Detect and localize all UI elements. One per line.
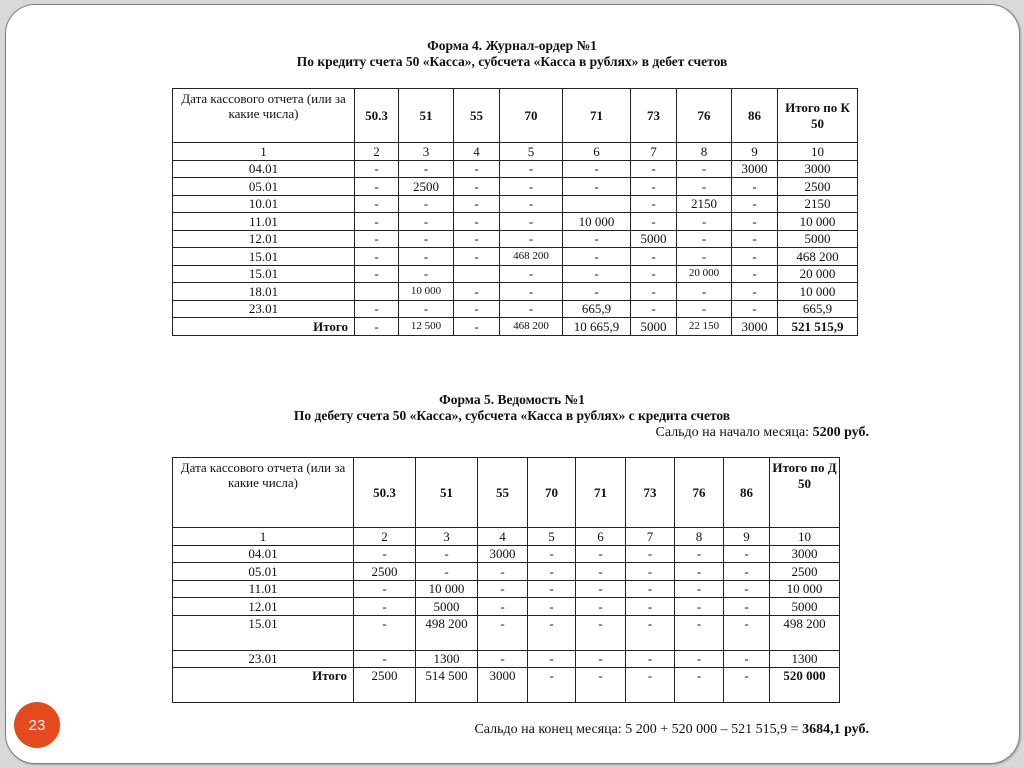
value-cell: - bbox=[454, 300, 500, 318]
value-cell: - bbox=[354, 545, 416, 563]
form5-header-account: 76 bbox=[675, 458, 724, 528]
value-cell: 468 200 bbox=[778, 248, 858, 266]
value-cell: - bbox=[675, 650, 724, 668]
value-cell: - bbox=[732, 195, 778, 213]
value-cell: - bbox=[500, 230, 563, 248]
column-number-cell: 2 bbox=[354, 528, 416, 546]
form4-header-total: Итого по К 50 bbox=[778, 89, 858, 143]
value-cell: - bbox=[576, 580, 626, 598]
total-label: Итого bbox=[173, 318, 355, 336]
date-cell: 04.01 bbox=[173, 545, 354, 563]
column-number-cell: 9 bbox=[724, 528, 770, 546]
value-cell: - bbox=[500, 300, 563, 318]
opening-balance-value: 5200 руб. bbox=[812, 425, 869, 440]
closing-balance-label: Сальдо на конец месяца: 5 200 + 520 000 – 521 515,9 = bbox=[474, 722, 799, 737]
column-number-cell: 8 bbox=[677, 143, 732, 161]
form4-table bbox=[172, 88, 858, 336]
value-cell: - bbox=[563, 265, 631, 283]
form4-header-account: 76 bbox=[677, 89, 732, 143]
value-cell: - bbox=[478, 598, 528, 616]
value-cell: 5000 bbox=[416, 598, 478, 616]
total-value-cell: - bbox=[576, 668, 626, 703]
form5-header-account: 70 bbox=[528, 458, 576, 528]
form4-total-row bbox=[173, 318, 858, 336]
total-value-cell: - bbox=[355, 318, 399, 336]
value-cell: - bbox=[631, 283, 677, 301]
value-cell: - bbox=[724, 545, 770, 563]
form5-header-date: Дата кассового отчета (или за какие числа) bbox=[173, 458, 354, 528]
date-cell: 05.01 bbox=[173, 563, 354, 581]
form5-column-numbers-row bbox=[173, 528, 840, 546]
value-cell: 2500 bbox=[399, 178, 454, 196]
value-cell: - bbox=[677, 283, 732, 301]
form4-header-account: 86 bbox=[732, 89, 778, 143]
value-cell: - bbox=[677, 248, 732, 266]
value-cell: - bbox=[563, 178, 631, 196]
slide-number-badge: 23 bbox=[14, 702, 60, 748]
value-cell: - bbox=[528, 615, 576, 650]
form4-column-numbers-row bbox=[173, 143, 858, 161]
value-cell: 665,9 bbox=[563, 300, 631, 318]
value-cell: - bbox=[563, 160, 631, 178]
value-cell: - bbox=[724, 650, 770, 668]
form4-header-account: 73 bbox=[631, 89, 677, 143]
date-cell: 12.01 bbox=[173, 230, 355, 248]
value-cell: 3000 bbox=[478, 545, 528, 563]
column-number-cell: 7 bbox=[631, 143, 677, 161]
value-cell: 10 000 bbox=[778, 283, 858, 301]
table-row bbox=[173, 580, 840, 598]
value-cell: - bbox=[354, 615, 416, 650]
date-cell: 15.01 bbox=[173, 265, 355, 283]
value-cell: 1300 bbox=[416, 650, 478, 668]
table-row bbox=[173, 265, 858, 283]
value-cell: - bbox=[454, 283, 500, 301]
value-cell: 1300 bbox=[770, 650, 840, 668]
total-value-cell: 22 150 bbox=[677, 318, 732, 336]
form4-header-account: 71 bbox=[563, 89, 631, 143]
value-cell: - bbox=[500, 160, 563, 178]
value-cell: 10 000 bbox=[563, 213, 631, 231]
table-row bbox=[173, 563, 840, 581]
table-row bbox=[173, 248, 858, 266]
value-cell: - bbox=[528, 563, 576, 581]
value-cell: - bbox=[454, 230, 500, 248]
value-cell: - bbox=[631, 195, 677, 213]
value-cell: - bbox=[500, 213, 563, 231]
value-cell: - bbox=[563, 248, 631, 266]
form5-table bbox=[172, 457, 840, 703]
value-cell: - bbox=[626, 598, 675, 616]
value-cell: - bbox=[528, 545, 576, 563]
value-cell: 665,9 bbox=[778, 300, 858, 318]
value-cell: - bbox=[724, 615, 770, 650]
column-number-cell: 1 bbox=[173, 528, 354, 546]
value-cell: - bbox=[454, 178, 500, 196]
value-cell: 468 200 bbox=[500, 248, 563, 266]
value-cell: - bbox=[399, 160, 454, 178]
table-row bbox=[173, 213, 858, 231]
column-number-cell: 8 bbox=[675, 528, 724, 546]
form5-title-line2: По дебету счета 50 «Касса», субсчета «Касса в рублях» с кредита счетов bbox=[293, 408, 731, 423]
value-cell: - bbox=[732, 283, 778, 301]
value-cell: 2150 bbox=[677, 195, 732, 213]
date-cell: 23.01 bbox=[173, 300, 355, 318]
value-cell: 2500 bbox=[778, 178, 858, 196]
value-cell: - bbox=[454, 160, 500, 178]
date-cell: 12.01 bbox=[173, 598, 354, 616]
total-value-cell: 520 000 bbox=[770, 668, 840, 703]
value-cell: - bbox=[675, 563, 724, 581]
value-cell: - bbox=[528, 650, 576, 668]
column-number-cell: 2 bbox=[355, 143, 399, 161]
value-cell: - bbox=[576, 615, 626, 650]
total-value-cell: - bbox=[454, 318, 500, 336]
form5-header-account: 51 bbox=[416, 458, 478, 528]
date-cell: 11.01 bbox=[173, 580, 354, 598]
value-cell: - bbox=[416, 545, 478, 563]
form4-header-row bbox=[173, 89, 858, 143]
value-cell: - bbox=[416, 563, 478, 581]
value-cell: 2500 bbox=[354, 563, 416, 581]
value-cell: 3000 bbox=[732, 160, 778, 178]
form4-header-account: 50.3 bbox=[355, 89, 399, 143]
value-cell: - bbox=[631, 160, 677, 178]
value-cell: - bbox=[355, 230, 399, 248]
value-cell: - bbox=[631, 248, 677, 266]
value-cell: - bbox=[528, 598, 576, 616]
value-cell: 10 000 bbox=[399, 283, 454, 301]
date-cell: 11.01 bbox=[173, 213, 355, 231]
opening-balance bbox=[656, 425, 869, 441]
value-cell: - bbox=[677, 160, 732, 178]
value-cell: - bbox=[626, 615, 675, 650]
value-cell: - bbox=[677, 300, 732, 318]
form5-header-account: 71 bbox=[576, 458, 626, 528]
date-cell: 18.01 bbox=[173, 283, 355, 301]
value-cell: 498 200 bbox=[416, 615, 478, 650]
value-cell: 5000 bbox=[631, 230, 677, 248]
column-number-cell: 5 bbox=[500, 143, 563, 161]
value-cell: - bbox=[355, 178, 399, 196]
value-cell: 20 000 bbox=[677, 265, 732, 283]
column-number-cell: 10 bbox=[778, 143, 858, 161]
value-cell: - bbox=[631, 300, 677, 318]
value-cell: 2150 bbox=[778, 195, 858, 213]
total-value-cell: 514 500 bbox=[416, 668, 478, 703]
value-cell: - bbox=[399, 248, 454, 266]
table-row bbox=[173, 283, 858, 301]
form5-title bbox=[0, 392, 1024, 424]
form5-header-total: Итого по Д 50 bbox=[770, 458, 840, 528]
value-cell: - bbox=[675, 545, 724, 563]
total-value-cell: 2500 bbox=[354, 668, 416, 703]
value-cell: - bbox=[528, 580, 576, 598]
total-value-cell: - bbox=[626, 668, 675, 703]
total-label: Итого bbox=[173, 668, 354, 703]
date-cell: 15.01 bbox=[173, 615, 354, 650]
value-cell: - bbox=[732, 230, 778, 248]
total-value-cell: 521 515,9 bbox=[778, 318, 858, 336]
form4-title-line2: По кредиту счета 50 «Касса», субсчета «Касса в рублях» в дебет счетов bbox=[296, 54, 728, 69]
value-cell: 5000 bbox=[770, 598, 840, 616]
value-cell: - bbox=[677, 230, 732, 248]
date-cell: 05.01 bbox=[173, 178, 355, 196]
value-cell: 10 000 bbox=[778, 213, 858, 231]
value-cell: - bbox=[626, 563, 675, 581]
date-cell: 04.01 bbox=[173, 160, 355, 178]
total-value-cell: - bbox=[675, 668, 724, 703]
total-value-cell: 12 500 bbox=[399, 318, 454, 336]
value-cell: - bbox=[675, 615, 724, 650]
column-number-cell: 3 bbox=[416, 528, 478, 546]
value-cell: - bbox=[675, 598, 724, 616]
value-cell: - bbox=[354, 580, 416, 598]
value-cell bbox=[355, 283, 399, 301]
table-row bbox=[173, 545, 840, 563]
form5-header-account: 50.3 bbox=[354, 458, 416, 528]
form4-header-account: 55 bbox=[454, 89, 500, 143]
total-value-cell: 10 665,9 bbox=[563, 318, 631, 336]
value-cell: - bbox=[500, 195, 563, 213]
total-value-cell: 3000 bbox=[478, 668, 528, 703]
closing-balance bbox=[474, 722, 869, 738]
opening-balance-label: Сальдо на начало месяца: bbox=[655, 425, 810, 440]
value-cell: - bbox=[732, 248, 778, 266]
value-cell: - bbox=[454, 213, 500, 231]
form5-header-account: 86 bbox=[724, 458, 770, 528]
value-cell: 498 200 bbox=[770, 615, 840, 650]
column-number-cell: 4 bbox=[478, 528, 528, 546]
form4-header-account: 70 bbox=[500, 89, 563, 143]
value-cell: - bbox=[500, 283, 563, 301]
value-cell: - bbox=[576, 545, 626, 563]
column-number-cell: 9 bbox=[732, 143, 778, 161]
value-cell: - bbox=[355, 300, 399, 318]
value-cell: 10 000 bbox=[416, 580, 478, 598]
value-cell: 20 000 bbox=[778, 265, 858, 283]
value-cell: - bbox=[576, 563, 626, 581]
table-row bbox=[173, 230, 858, 248]
value-cell: - bbox=[724, 563, 770, 581]
total-value-cell: 468 200 bbox=[500, 318, 563, 336]
value-cell: - bbox=[675, 580, 724, 598]
value-cell: - bbox=[355, 248, 399, 266]
form4-title bbox=[0, 38, 1024, 70]
value-cell: 10 000 bbox=[770, 580, 840, 598]
value-cell: - bbox=[631, 213, 677, 231]
value-cell: - bbox=[677, 213, 732, 231]
value-cell: - bbox=[399, 300, 454, 318]
total-value-cell: 3000 bbox=[732, 318, 778, 336]
column-number-cell: 3 bbox=[399, 143, 454, 161]
table-row bbox=[173, 598, 840, 616]
form5-total-row bbox=[173, 668, 840, 703]
value-cell: - bbox=[626, 650, 675, 668]
value-cell: - bbox=[724, 598, 770, 616]
value-cell: - bbox=[354, 650, 416, 668]
form5-title-line1: Форма 5. Ведомость №1 bbox=[439, 392, 585, 407]
table-row bbox=[173, 650, 840, 668]
value-cell: - bbox=[355, 195, 399, 213]
value-cell: - bbox=[478, 580, 528, 598]
value-cell: - bbox=[354, 598, 416, 616]
value-cell: - bbox=[355, 160, 399, 178]
column-number-cell: 5 bbox=[528, 528, 576, 546]
value-cell: - bbox=[478, 563, 528, 581]
value-cell: - bbox=[399, 230, 454, 248]
value-cell: - bbox=[631, 265, 677, 283]
value-cell: - bbox=[399, 213, 454, 231]
column-number-cell: 1 bbox=[173, 143, 355, 161]
date-cell: 15.01 bbox=[173, 248, 355, 266]
value-cell: - bbox=[732, 178, 778, 196]
form5-header-row bbox=[173, 458, 840, 528]
value-cell: - bbox=[500, 265, 563, 283]
value-cell: - bbox=[478, 650, 528, 668]
value-cell: 3000 bbox=[770, 545, 840, 563]
value-cell: 2500 bbox=[770, 563, 840, 581]
value-cell: - bbox=[631, 178, 677, 196]
value-cell: - bbox=[355, 213, 399, 231]
column-number-cell: 6 bbox=[576, 528, 626, 546]
closing-balance-value: 3684,1 руб. bbox=[802, 722, 869, 737]
form5-header-account: 73 bbox=[626, 458, 675, 528]
form4-title-line1: Форма 4. Журнал-ордер №1 bbox=[427, 38, 597, 53]
column-number-cell: 4 bbox=[454, 143, 500, 161]
date-cell: 10.01 bbox=[173, 195, 355, 213]
value-cell: - bbox=[677, 178, 732, 196]
table-row bbox=[173, 195, 858, 213]
column-number-cell: 6 bbox=[563, 143, 631, 161]
value-cell: - bbox=[500, 178, 563, 196]
value-cell: - bbox=[563, 283, 631, 301]
value-cell: - bbox=[563, 230, 631, 248]
value-cell: - bbox=[478, 615, 528, 650]
column-number-cell: 7 bbox=[626, 528, 675, 546]
table-row bbox=[173, 615, 840, 650]
table-row bbox=[173, 300, 858, 318]
value-cell: 5000 bbox=[778, 230, 858, 248]
form4-header-account: 51 bbox=[399, 89, 454, 143]
total-value-cell: - bbox=[724, 668, 770, 703]
value-cell: - bbox=[399, 195, 454, 213]
value-cell: - bbox=[576, 650, 626, 668]
total-value-cell: - bbox=[528, 668, 576, 703]
value-cell: - bbox=[626, 545, 675, 563]
column-number-cell: 10 bbox=[770, 528, 840, 546]
value-cell: - bbox=[626, 580, 675, 598]
total-value-cell: 5000 bbox=[631, 318, 677, 336]
value-cell: - bbox=[732, 213, 778, 231]
value-cell bbox=[454, 265, 500, 283]
table-row bbox=[173, 178, 858, 196]
value-cell: - bbox=[724, 580, 770, 598]
value-cell: 3000 bbox=[778, 160, 858, 178]
value-cell: - bbox=[399, 265, 454, 283]
form5-header-account: 55 bbox=[478, 458, 528, 528]
value-cell: - bbox=[732, 265, 778, 283]
value-cell: - bbox=[454, 248, 500, 266]
table-row bbox=[173, 160, 858, 178]
date-cell: 23.01 bbox=[173, 650, 354, 668]
value-cell: - bbox=[576, 598, 626, 616]
value-cell: - bbox=[355, 265, 399, 283]
value-cell: - bbox=[454, 195, 500, 213]
form4-header-date: Дата кассового отчета (или за какие числа) bbox=[173, 89, 355, 143]
value-cell: - bbox=[732, 300, 778, 318]
value-cell bbox=[563, 195, 631, 213]
